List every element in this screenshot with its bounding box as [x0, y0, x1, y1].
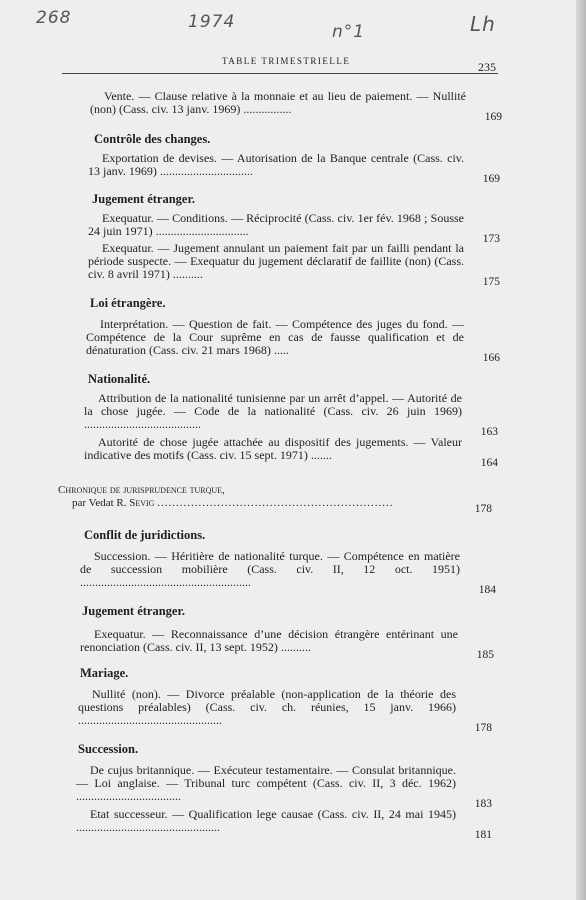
entry-text: Exequatur. — Reconnaissance d’une décision étrangère entérinant une renonciation (Cass. civ. II, 13 sept. 1952) .......... — [80, 627, 458, 654]
entry-text: Nullité (non). — Divorce préalable (non-application de la théorie des questions préalables) (Cass. civ. ch. réunies, 15 janv. 1966) ................................................ — [78, 687, 456, 727]
handwritten-number: 268 — [36, 8, 72, 28]
entry-page: 163 — [480, 426, 498, 438]
entry-page: 169 — [482, 173, 500, 185]
running-header-page-number: 235 — [478, 60, 496, 74]
entry-page: 183 — [474, 798, 492, 810]
entry-autorite — [84, 435, 498, 469]
entry-exportation — [88, 151, 500, 185]
entry-text: Succession. — Héritière de nationalité turque. — Compétence en matière de succession mobilière (Cass. civ. II, 12 oct. 1951) ......................................................... — [80, 549, 460, 589]
entry-page: 166 — [482, 352, 500, 364]
entry-text: Exportation de devises. — Autorisation de la Banque centrale (Cass. civ. 13 janv. 1969) ............................... — [88, 151, 464, 178]
entry-vente — [90, 89, 502, 123]
scan-edge — [576, 0, 586, 900]
section-heading-conflit: Conflit de juridictions. — [84, 528, 206, 542]
entry-page: 184 — [478, 584, 496, 596]
running-header-title: TABLE TRIMESTRIELLE — [222, 56, 351, 66]
entry-interpretation — [86, 317, 500, 364]
section-heading-nationalite: Nationalité. — [88, 372, 151, 386]
entry-page: 181 — [474, 829, 492, 841]
entry-text: De cujus britannique. — Exécuteur testamentaire. — Consulat britannique. — Loi anglaise. — Tribunal turc compétent (Cass. civ. II, 3 déc. 1962) ................................... — [76, 763, 456, 803]
handwritten-year: 1974 — [188, 12, 236, 32]
entry-page: 164 — [480, 457, 498, 469]
entry-text: Vente. — Clause relative à la monnaie et au lieu de paiement. — Nullité (non) (Cass. civ. 13 janv. 1969) ................ — [90, 89, 466, 116]
chronicle-author-name: Sevig — [129, 497, 155, 509]
entry-page: 175 — [482, 276, 500, 288]
entry-exequatur-conditions — [88, 211, 500, 245]
entry-text: Exequatur. — Jugement annulant un paiement fait par un failli pendant la période suspecte. — Exequatur du jugement déclaratif de faillite (non) (Cass. civ. 8 avril 1971) .......... — [88, 241, 464, 281]
entry-text: Attribution de la nationalité tunisienne par un arrêt d’appel. — Autorité de la chose jugée. — Code de la nationalité (Cass. civ. 26 juin 1969) ....................................... — [84, 391, 462, 431]
chronicle-page: 178 — [474, 503, 492, 515]
entry-succession-turque — [80, 549, 496, 596]
chronicle-author-prefix: par Vedat R. — [72, 497, 127, 509]
entry-page: 173 — [482, 233, 500, 245]
entry-exequatur-renonciation — [80, 627, 494, 661]
entry-text: Autorité de chose jugée attachée au dispositif des jugements. — Valeur indicative des motifs (Cass. civ. 15 sept. 1971) ....... — [84, 435, 462, 462]
entry-page: 169 — [484, 111, 502, 123]
entry-text: Interprétation. — Question de fait. — Compétence des juges du fond. — Compétence de la Cour suprême en cas de fausse qualification et de dénaturation (Cass. civ. 21 mars 1968) ..... — [86, 317, 464, 357]
chronicle-title: Chronique de jurisprudence turque, — [58, 484, 225, 496]
section-heading-jugement-etranger-2: Jugement étranger. — [82, 604, 185, 618]
entry-nullite — [78, 687, 492, 734]
chronicle-leader-dots: ............................................................... — [157, 497, 394, 509]
section-heading-mariage: Mariage. — [80, 666, 129, 680]
entry-page: 178 — [474, 722, 492, 734]
entry-page: 185 — [476, 649, 494, 661]
entry-attribution — [84, 391, 498, 438]
handwritten-mark: Lh — [470, 12, 496, 36]
section-heading-jugement-etranger: Jugement étranger. — [92, 192, 195, 206]
entry-text: Exequatur. — Conditions. — Réciprocité (Cass. civ. 1er fév. 1968 ; Sousse 24 juin 1971) ............................... — [88, 211, 464, 238]
chronicle-entry — [58, 484, 492, 515]
header-rule — [62, 73, 498, 74]
section-heading-succession: Succession. — [78, 742, 139, 756]
section-heading-controle: Contrôle des changes. — [94, 132, 211, 146]
section-heading-loi-etrangere: Loi étrangère. — [90, 296, 166, 310]
entry-de-cujus — [76, 763, 492, 810]
entry-etat-successeur — [76, 807, 492, 841]
entry-text: Etat successeur. — Qualification lege causae (Cass. civ. II, 24 mai 1945) ................................................ — [76, 807, 456, 834]
entry-exequatur-faillite — [88, 241, 500, 288]
handwritten-issue: n°1 — [332, 22, 366, 42]
